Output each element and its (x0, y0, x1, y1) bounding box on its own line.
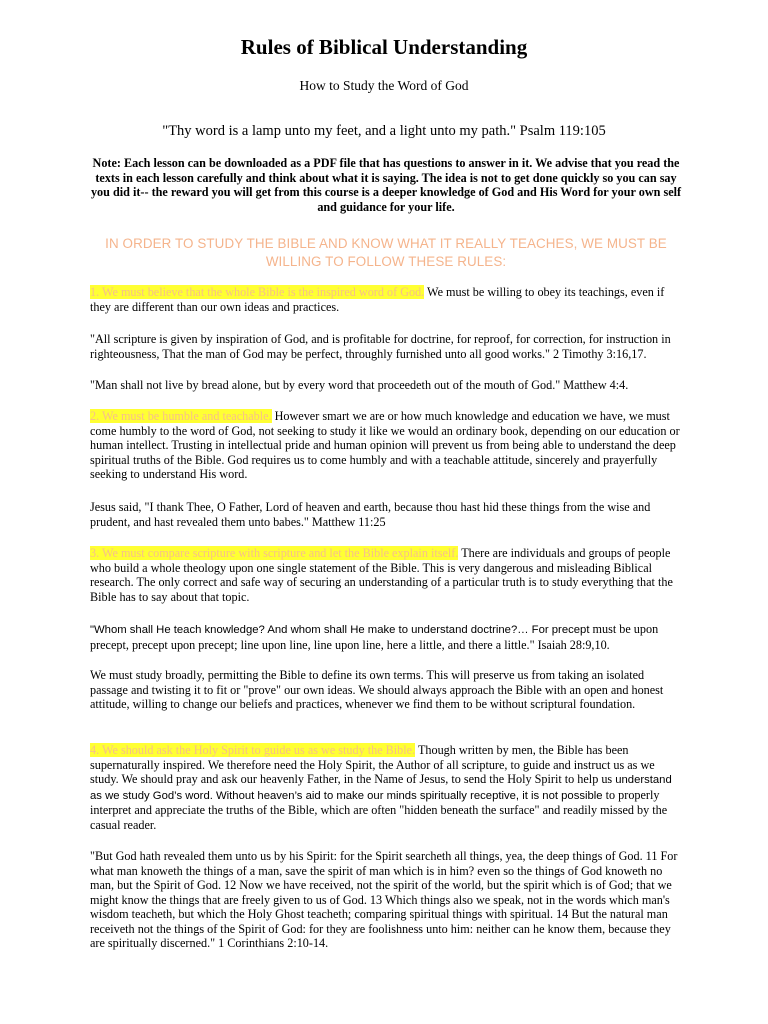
page-title: Rules of Biblical Understanding (240, 35, 528, 59)
isaiah-quote-serif: must be upon precept, precept upon precept; line upon line, line upon line, here a little, and there a little." Isaiah 28:9,10. (90, 622, 659, 652)
matthew-11-quote: Jesus said, "I thank Thee, O Father, Lord of heaven and earth, because thou hast hid these things from the wise and prudent, and hast revealed them unto babes." Matthew 11:25 (90, 500, 651, 529)
rule-3-paragraph (90, 546, 682, 604)
page-subtitle: How to Study the Word of God (299, 78, 469, 93)
rule-2-heading: 2. We must be humble and teachable. (90, 409, 272, 423)
rule-1-heading: 1. We must believe that the whole Bible is the inspired word of God. (90, 285, 425, 299)
rule-3-text: There are individuals and groups of people who build a whole theology upon one single statement of the Bible. This is very dangerous and misleading Biblical research. The only correct and safe way of securing an understanding of a particular truth is to study everything that the Bible has to say about that topic. (90, 546, 673, 604)
matthew-4-quote: "Man shall not live by bread alone, but by every word that proceedeth out of the mouth of God." Matthew 4:4. (90, 378, 629, 392)
rule-2-paragraph (90, 409, 682, 482)
download-note: Note: Each lesson can be downloaded as a PDF file that has questions to answer in it. We advise that you read the texts in each lesson carefully and think about what it is saying. The idea is not to get done quickly so you can say you did it-- the reward you will get from this course is a deeper knowledge of God and His Word for your own self and guidance for your life. (90, 156, 682, 214)
psalm-verse: "Thy word is a lamp unto my feet, and a light unto my path." Psalm 119:105 (162, 123, 606, 139)
study-broadly-paragraph: We must study broadly, permitting the Bible to define its own terms. This will preserve us from taking an isolated passage and twisting it to fit or "prove" our own ideas. We should always approach the Bible with an open and honest attitude, willing to change our beliefs and practices, whenever we find them to be without scriptural foundation. (90, 668, 664, 711)
rule-4-text-sans: understand as we study God’s word. Without heaven’s aid to make our minds spiritually receptive, it is not possible (90, 774, 672, 802)
rules-banner: IN ORDER TO STUDY THE BIBLE AND KNOW WHAT IT REALLY TEACHES, WE MUST BE WILLING TO FOLLOW THESE RULES: (105, 236, 667, 269)
rule-1-paragraph (90, 285, 682, 314)
rule-1-text: We must be willing to obey its teachings, even if they are different than our own ideas and practices. (90, 285, 665, 314)
isaiah-quote (90, 622, 682, 652)
corinthians-quote: "But God hath revealed them unto us by his Spirit: for the Spirit searcheth all things, yea, the deep things of God. 11 For what man knoweth the things of a man, save the spirit of man which is in him? even so the things of God knoweth no man, but the Spirit of God. 12 Now we have received, not the spirit of the world, but the spirit which is of God; that we might know the things that are freely given to us of God. 13 Which things also we speak, not in the words which man's wisdom teacheth, but which the Holy Ghost teacheth; comparing spiritual things with spiritual. 14 But the natural man receiveth not the things of the Spirit of God: for they are foolishness unto him: neither can he know them, because they are spiritually discerned." 1 Corinthians 2:10-14. (90, 849, 678, 950)
rule-3-heading: 3. We must compare scripture with scripture and let the Bible explain itself. (90, 546, 459, 560)
rule-2-text: However smart we are or how much knowledge and education we have, we must come humbly to the word of God, not seeking to study it like we would an ordinary book, depending on our education or human intellect. Trusting in intellectual pride and human opinion will prevent us from being able to understand the deep spiritual truths of the Bible. God requires us to come humbly and with a teachable attitude, sincerely and prayerfully seeking to understand His word. (90, 409, 680, 481)
timothy-quote: "All scripture is given by inspiration of God, and is profitable for doctrine, for reproof, for correction, for instruction in righteousness, That the man of God may be perfect, throughly furnished unto all good works." 2 Timothy 3:16,17. (90, 332, 671, 361)
isaiah-quote-sans: "Whom shall He teach knowledge? And whom shall He make to understand doctrine?… For precept (90, 624, 590, 636)
rule-4-text-b: to properly interpret and appreciate the truths of the Bible, which are often "hidden beneath the surface" and readily missed by the casual reader. (90, 787, 668, 832)
rule-4-paragraph (90, 743, 682, 832)
rule-4-heading: 4. We should ask the Holy Spirit to guide us as we study the Bible. (90, 743, 416, 757)
rule-4-text-a: Though written by men, the Bible has been supernaturally inspired. We therefore need the Holy Spirit, the Author of all scripture, to guide and instruct us as we study. We should pray and ask our heavenly Father, in the Name of Jesus, to send the Holy Spirit to help us (90, 743, 655, 786)
